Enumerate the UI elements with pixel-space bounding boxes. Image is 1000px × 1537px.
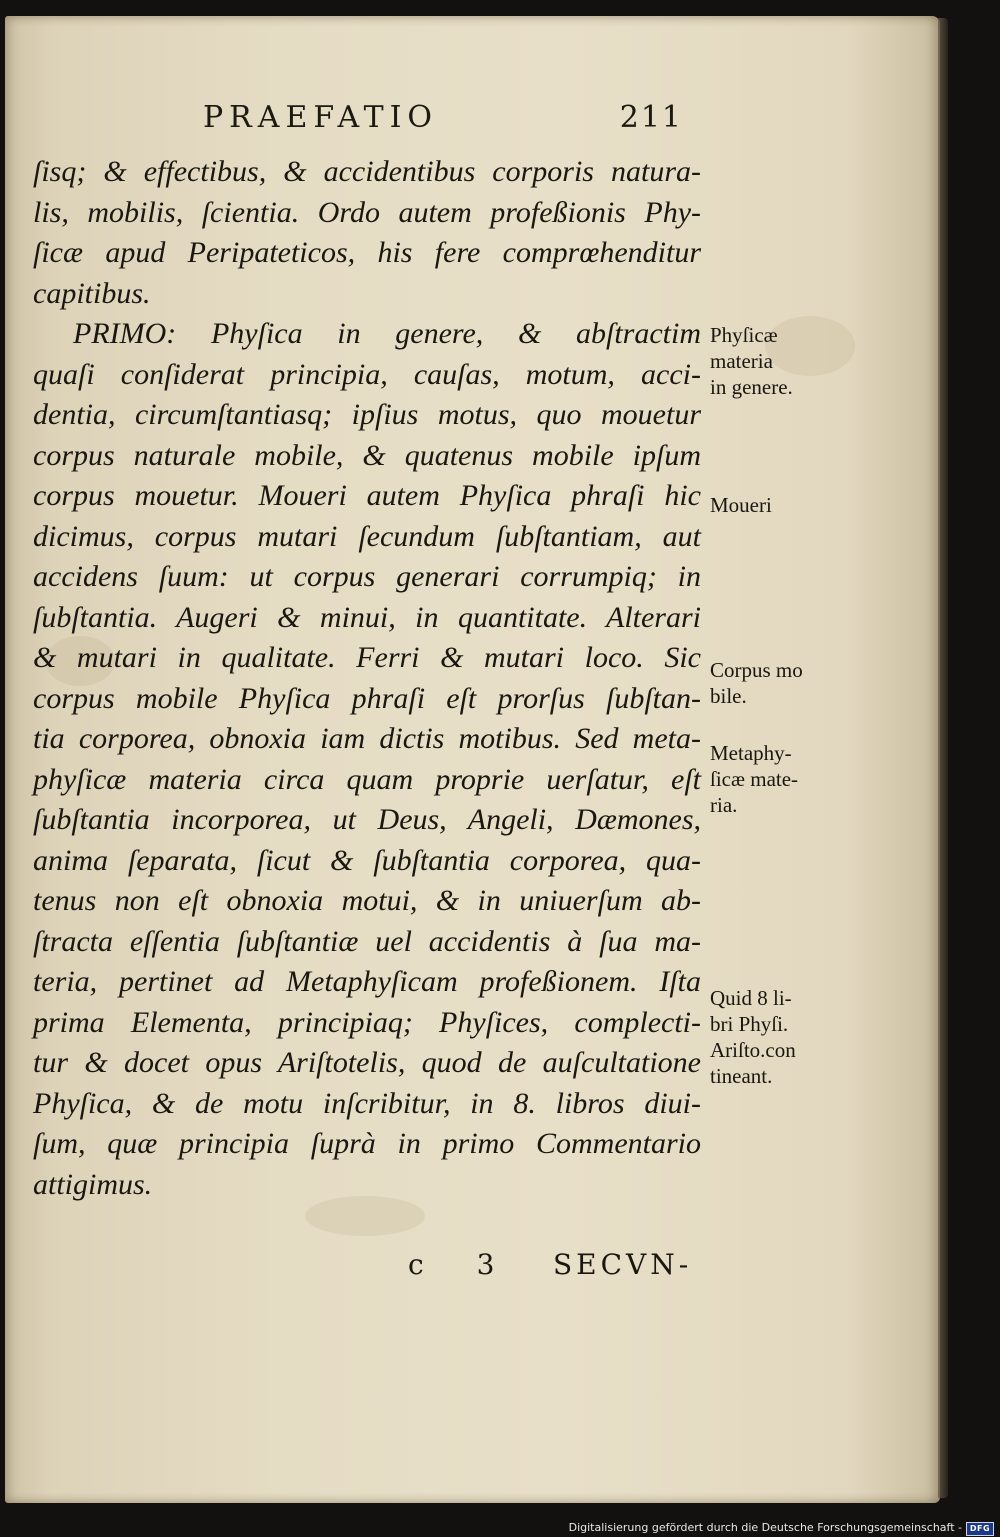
marginal-note-quid-libri (710, 985, 796, 1089)
text-line: PRIMO: Phyſica in genere, & abſtractim (73, 317, 701, 350)
catchword: SECVN- (553, 1248, 693, 1281)
marginal-note-moueri (710, 492, 772, 518)
text-line: ſubſtantia. Augeri & minui, in quantitate. Alterari (33, 600, 701, 634)
marginal-note-metaphysicae-materia (710, 740, 798, 818)
marginal-note-line: Metaphy- (710, 741, 792, 765)
body-text (33, 152, 701, 1205)
signature-mark: c 3 (408, 1248, 517, 1281)
dfg-logo-icon: DFG (966, 1522, 994, 1536)
text-line: quaſi conſiderat principia, cauſas, motum, acci- (33, 357, 701, 391)
text-line: tia corporea, obnoxia iam dictis motibus. Sed meta- (33, 722, 701, 755)
text-line: ſum, quæ principia ſuprà in primo Commentario (33, 1127, 701, 1160)
marginal-note-line: Quid 8 li- (710, 986, 792, 1010)
text-line: anima ſeparata, ſicut & ſubſtantia corporea, qua- (33, 843, 701, 877)
text-line: attigimus. (33, 1167, 153, 1201)
marginal-note-line: Phyſicæ (710, 323, 778, 347)
page-edge (938, 18, 948, 1498)
marginal-note-line: materia (710, 349, 773, 373)
text-line: ſisq; & effectibus, & accidentibus corporis natura- (33, 155, 701, 188)
funding-notice-text: Digitalisierung gefördert durch die Deutsche Forschungsgemeinschaft - (568, 1521, 962, 1534)
marginal-note-line: ſicæ mate- (710, 767, 799, 791)
text-line: & mutari in qualitate. Ferri & mutari loco. Sic (33, 641, 701, 674)
text-line: tur & docet opus Ariſtotelis, quod de auſcultatione (33, 1046, 701, 1079)
text-line: corpus naturale mobile, & quatenus mobile ipſum (33, 438, 701, 472)
text-line: corpus mouetur. Moueri autem Phyſica phraſi hic (33, 479, 701, 512)
running-title: PRAEFATIO (203, 100, 439, 135)
marginal-note-line: Corpus mo (710, 658, 803, 682)
text-line: corpus mobile Phyſica phraſi eſt prorſus ſubſtan- (33, 681, 701, 715)
text-line: tenus non eſt obnoxia motui, & in uniuerſum ab- (33, 884, 701, 917)
text-line: dentia, circumſtantiasq; ipſius motus, quo mouetur (33, 398, 701, 431)
marginal-note-line: in genere. (710, 375, 793, 399)
running-head (203, 100, 683, 144)
text-line: lis, mobilis, ſcientia. Ordo autem profeßionis Phy- (33, 195, 701, 229)
marginal-note-line: bri Phyſi. (710, 1012, 789, 1036)
marginal-note-line: Moueri (710, 493, 772, 517)
text-line: teria, pertinet ad Metaphyſicam profeßionem. Iſta (33, 965, 701, 998)
page-footer (408, 1248, 708, 1288)
marginal-note-physicae-materia (710, 322, 793, 400)
marginal-note-line: Ariſto.con (710, 1038, 796, 1062)
marginal-note-line: tineant. (710, 1064, 773, 1088)
text-line: Phyſica, & de motu inſcribitur, in 8. libros diui- (33, 1086, 701, 1120)
page-number: 211 (619, 100, 683, 135)
text-line: phyſicæ materia circa quam proprie uerſatur, eſt (33, 762, 701, 796)
text-line: dicimus, corpus mutari ſecundum ſubſtantiam, aut (33, 519, 701, 553)
text-line: accidens ſuum: ut corpus generari corrumpiq; in (33, 560, 701, 593)
text-line: capitibus. (33, 276, 151, 310)
text-line: ſubſtantia incorporea, ut Deus, Angeli, Dæmones, (33, 803, 701, 836)
funding-notice-bar (0, 1520, 1000, 1537)
marginal-note-line: ria. (710, 793, 738, 817)
text-line: prima Elementa, principiaq; Phyſices, complecti- (33, 1005, 701, 1039)
marginal-note-line: bile. (710, 684, 747, 708)
marginal-note-corpus-mobile (710, 657, 803, 709)
text-line: ſicæ apud Peripateticos, his fere comprœhenditur (33, 236, 701, 269)
text-line: ſtracta eſſentia ſubſtantiæ uel accidentis à ſua ma- (33, 924, 701, 958)
